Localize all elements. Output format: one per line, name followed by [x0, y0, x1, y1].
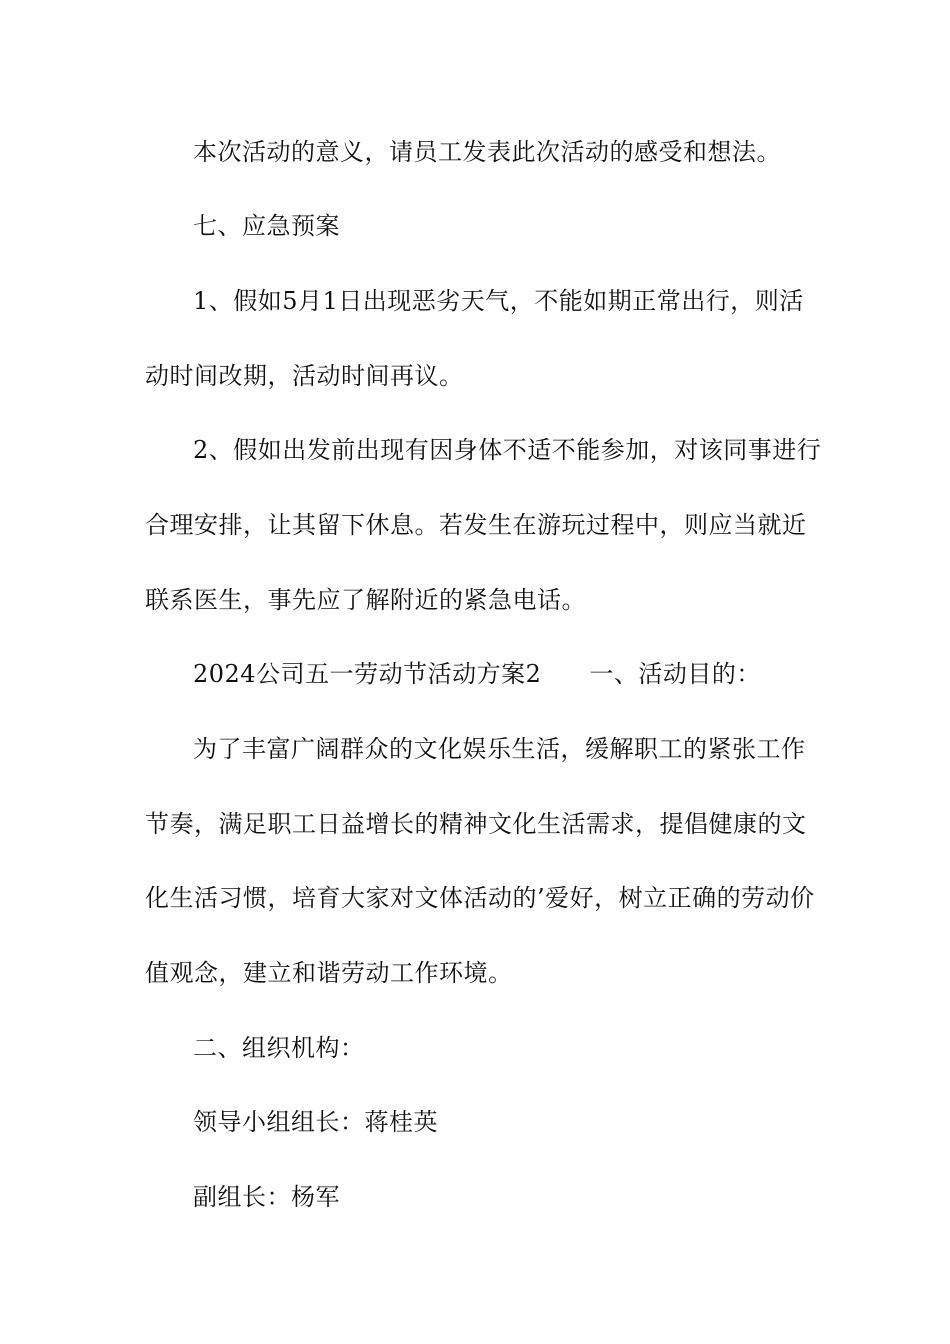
paragraph-line: 合理安排，让其留下休息。若发生在游玩过程中，则应当就近	[145, 511, 807, 539]
paragraph-line: 本次活动的意义，请员工发表此次活动的感受和想法。	[193, 138, 781, 166]
paragraph-line: 联系医生，事先应了解附近的紧急电话。	[145, 586, 586, 614]
section-heading: 七、应急预案	[193, 212, 340, 240]
paragraph-line: 副组长：杨军	[193, 1183, 340, 1211]
document-title: 2024公司五一劳动节活动方案2	[193, 660, 542, 688]
paragraph-line: 为了丰富广阔群众的文化娱乐生活，缓解职工的紧张工作	[193, 735, 806, 763]
paragraph-line: 节奏，满足职工日益增长的精神文化生活需求，提倡健康的文	[145, 810, 807, 838]
paragraph-line: 2、假如出发前出现有因身体不适不能参加，对该同事进行	[193, 436, 822, 464]
paragraph-line: 1、假如5月1日出现恶劣天气，不能如期正常出行，则活	[193, 287, 804, 315]
paragraph-line: 值观念，建立和谐劳动工作环境。	[145, 959, 513, 987]
paragraph-line: 化生活习惯，培育大家对文体活动的’爱好，树立正确的劳动价	[145, 884, 815, 912]
paragraph-line: 领导小组组长：蒋桂英	[193, 1108, 438, 1136]
section-heading: 二、组织机构：	[193, 1034, 365, 1062]
section-heading: 一、活动目的：	[589, 660, 761, 688]
paragraph-line: 动时间改期，活动时间再议。	[145, 362, 464, 390]
document-title-line	[193, 657, 805, 691]
